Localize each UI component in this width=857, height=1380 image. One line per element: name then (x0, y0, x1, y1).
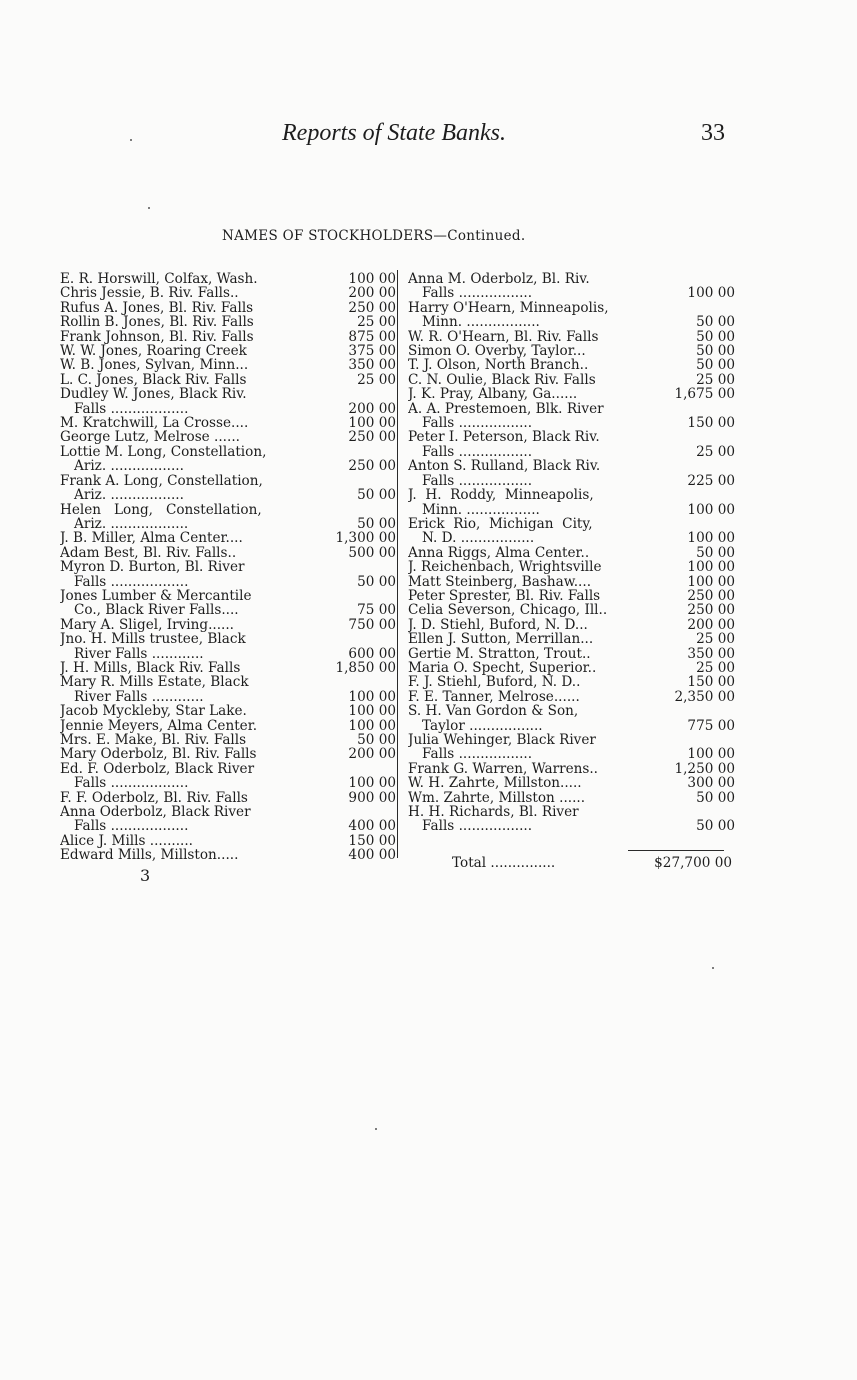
stockholder-name-line: Peter I. Peterson, Black Riv. (408, 430, 600, 446)
stock-amount: 200 00 (348, 746, 396, 763)
stock-amount: 50 00 (357, 487, 396, 504)
stockholder-entry (60, 589, 396, 618)
stockholder-entry (60, 560, 396, 589)
stockholder-name-continuation: Ariz. .................. (74, 515, 189, 532)
stock-amount: 1,675 00 (674, 386, 735, 403)
stockholder-name (60, 358, 320, 372)
stockholder-name-line: Anton S. Rulland, Black Riv. (408, 459, 601, 475)
stockholder-name-line: Erick Rio, Michigan City, (408, 516, 593, 532)
stock-amount: 75 00 (357, 602, 396, 619)
stockholder-name-line: Mary R. Mills Estate, Black (60, 675, 249, 691)
stockholder-name (60, 531, 320, 545)
print-speck (130, 139, 132, 141)
stockholder-name-line: Lottie M. Long, Constellation, (60, 444, 267, 460)
stockholder-entry (60, 834, 396, 848)
stockholder-entry (60, 733, 396, 747)
stockholder-name-continuation: Falls ................. (422, 443, 533, 460)
stockholder-entry (60, 747, 396, 761)
print-speck (712, 967, 714, 969)
stockholder-entry (400, 762, 735, 776)
stockholder-name-line: Jones Lumber & Mercantile (60, 588, 252, 604)
print-speck (148, 207, 150, 209)
stockholder-name (60, 791, 320, 805)
stockholder-name (408, 776, 631, 790)
stockholder-entry (60, 661, 396, 675)
stockholder-name (408, 402, 631, 431)
stockholder-name-continuation: Falls ................. (422, 818, 533, 834)
stockholder-entry (400, 344, 735, 358)
stockholder-entry (60, 301, 396, 315)
stockholder-name-continuation: Co., Black River Falls.... (74, 602, 239, 618)
stockholder-name-continuation: Minn. ................. (422, 314, 540, 330)
stockholder-name-line: Mary Oderbolz, Bl. Riv. Falls (60, 747, 257, 762)
stock-amount: 100 00 (348, 703, 396, 720)
running-header (0, 120, 857, 150)
stock-amount: 100 00 (687, 530, 735, 547)
stockholder-entry (60, 474, 396, 503)
stock-amount: 900 00 (348, 789, 396, 806)
stock-amount: 775 00 (687, 717, 735, 734)
stock-amount: 25 00 (696, 631, 735, 648)
stock-amount: 375 00 (348, 343, 396, 360)
stockholder-entry (60, 286, 396, 300)
stockholder-name-line: Matt Steinberg, Bashaw.... (408, 574, 592, 589)
section-heading: NAMES OF STOCKHOLDERS—Continued. (222, 228, 526, 244)
stockholder-name (60, 618, 320, 632)
stockholder-entry (400, 704, 735, 733)
stockholder-name (60, 503, 320, 532)
stockholder-entry (60, 618, 396, 632)
signature-mark: 3 (140, 866, 151, 885)
stockholder-name (408, 791, 631, 805)
stock-amount: 500 00 (348, 544, 396, 561)
stockholder-entry (400, 675, 735, 689)
stockholder-entry (400, 459, 735, 488)
stockholder-entry (60, 344, 396, 358)
stockholder-entry (400, 301, 735, 330)
stockholder-entry (400, 776, 735, 790)
stockholder-name-line: Mrs. E. Make, Bl. Riv. Falls (60, 733, 247, 748)
stockholder-entry (60, 848, 396, 862)
stock-amount: 25 00 (357, 371, 396, 388)
stockholder-name (60, 373, 320, 387)
stockholder-entry (60, 546, 396, 560)
stockholder-name (60, 661, 320, 675)
stockholder-entry (400, 647, 735, 661)
stockholder-name-line: Dudley W. Jones, Black Riv. (60, 387, 247, 403)
stockholder-name (408, 704, 631, 733)
stockholder-name (60, 315, 320, 329)
stockholder-name-line: Mary A. Sligel, Irving...... (60, 617, 235, 633)
stock-amount: 100 00 (687, 573, 735, 590)
stock-amount: 100 00 (687, 501, 735, 518)
stockholder-name (60, 546, 320, 560)
stockholder-name-line: George Lutz, Melrose ...... (60, 430, 240, 445)
stock-amount: 25 00 (357, 314, 396, 331)
stockholder-name (60, 301, 320, 315)
stockholder-name (408, 762, 631, 776)
stockholder-name-continuation: Falls .................. (74, 775, 189, 791)
stockholder-name (60, 560, 320, 589)
stockholder-entry (60, 373, 396, 387)
stockholder-name-line: Julia Wehinger, Black River (408, 733, 596, 748)
stock-amount: 25 00 (696, 371, 735, 388)
stockholder-name (408, 690, 631, 704)
stockholder-name-line: Jennie Meyers, Alma Center. (60, 718, 258, 733)
stockholder-entry (400, 517, 735, 546)
stock-amount: 1,250 00 (674, 760, 735, 777)
stockholder-name (60, 805, 320, 834)
print-speck (375, 1128, 377, 1130)
stockholder-entry (60, 503, 396, 532)
stockholder-entry (400, 733, 735, 762)
stockholder-name (60, 834, 320, 848)
stockholder-entry (400, 603, 735, 617)
stockholder-entry (400, 272, 735, 301)
stockholder-name-continuation: Minn. ................. (422, 501, 540, 517)
stock-amount: 1,300 00 (335, 530, 396, 547)
stockholder-name (60, 704, 320, 718)
stockholder-name (408, 618, 631, 632)
stockholder-name-line: Simon O. Overby, Taylor... (408, 344, 586, 359)
stock-amount: 100 00 (348, 717, 396, 734)
stockholder-entry (400, 791, 735, 805)
stock-amount: 50 00 (357, 732, 396, 748)
stock-amount: 150 00 (687, 415, 735, 432)
stockholder-name (60, 286, 320, 300)
stockholder-entry (60, 358, 396, 372)
stockholder-entry (400, 690, 735, 704)
stockholder-name-line: M. Kratchwill, La Crosse.... (60, 416, 249, 431)
stock-amount: 50 00 (696, 357, 735, 374)
stockholder-name-line: F. E. Tanner, Melrose...... (408, 689, 580, 705)
stock-amount: 50 00 (696, 314, 735, 331)
total-amount: $27,700 00 (654, 855, 732, 871)
stockholder-name-line: J. B. Miller, Alma Center.... (60, 531, 243, 546)
stockholder-name (408, 661, 631, 675)
stockholder-name (408, 459, 631, 488)
stockholder-name (408, 344, 631, 358)
stockholder-name-line: Peter Sprester, Bl. Riv. Falls (408, 588, 601, 604)
stock-amount: 350 00 (348, 357, 396, 374)
stockholder-name (60, 747, 320, 761)
stockholder-name (408, 488, 631, 517)
stockholder-entry (400, 575, 735, 589)
stock-amount: 150 00 (348, 832, 396, 849)
stockholder-name-line: Ellen J. Sutton, Merrillan... (408, 632, 594, 647)
stockholder-name (60, 675, 320, 704)
stockholder-name (408, 647, 631, 661)
stockholder-name-line: F. J. Stiehl, Buford, N. D.. (408, 675, 581, 690)
stockholder-name-line: A. A. Prestemoen, Blk. River (408, 401, 604, 417)
stock-amount: 100 00 (687, 746, 735, 763)
stockholder-name-line: L. C. Jones, Black Riv. Falls (60, 372, 247, 388)
stockholder-entry (60, 416, 396, 430)
page-running-title: Reports of State Banks. (282, 120, 506, 146)
stockholder-name-line: Helen Long, Constellation, (60, 502, 262, 518)
stock-amount: 600 00 (348, 645, 396, 662)
stockholder-name (60, 632, 320, 661)
stock-amount: 350 00 (687, 645, 735, 662)
stockholder-name-line: Anna Riggs, Alma Center.. (408, 545, 590, 561)
stockholder-name-continuation: Falls .................. (74, 400, 189, 417)
stockholder-name-continuation: Ariz. ................. (74, 458, 184, 474)
stock-amount: 250 00 (348, 458, 396, 475)
stock-amount: 100 00 (687, 559, 735, 576)
stockholder-name-line: W. W. Jones, Roaring Creek (60, 344, 247, 359)
stockholder-name (60, 719, 320, 733)
stockholder-entry (400, 589, 735, 603)
stock-amount: 50 00 (696, 343, 735, 360)
stockholder-name (408, 546, 631, 560)
stockholder-entry (60, 531, 396, 545)
stockholder-name (60, 416, 320, 430)
stockholder-name (408, 560, 631, 574)
stockholder-name-line: J. K. Pray, Albany, Ga...... (408, 387, 578, 402)
stockholder-name-line: J. H. Roddy, Minneapolis, (408, 488, 594, 504)
stockholder-name-line: Jacob Myckleby, Star Lake. (60, 704, 247, 719)
stockholder-name (408, 387, 631, 401)
stockholder-entry (60, 675, 396, 704)
stockholder-name-line: J. Reichenbach, Wrightsville (408, 560, 602, 575)
stockholder-name-line: Rufus A. Jones, Bl. Riv. Falls (60, 300, 254, 316)
stock-amount: 150 00 (687, 674, 735, 691)
stockholder-name (408, 603, 631, 617)
stock-amount: 100 00 (687, 285, 735, 302)
stockholder-entry (60, 445, 396, 474)
stockholder-name-line: Chris Jessie, B. Riv. Falls.. (60, 286, 239, 301)
stockholder-name-continuation: N. D. ................. (422, 530, 535, 546)
stockholder-entry (60, 387, 396, 416)
stockholder-name-line: F. F. Oderbolz, Bl. Riv. Falls (60, 790, 248, 806)
stockholder-name-line: J. D. Stiehl, Buford, N. D... (408, 617, 588, 633)
stock-amount: 100 00 (348, 688, 396, 705)
stockholder-entry (60, 272, 396, 286)
stock-amount: 50 00 (357, 515, 396, 532)
stockholder-name-continuation: Falls ................. (422, 746, 533, 762)
stockholder-entry (400, 632, 735, 646)
total-rule (628, 850, 724, 851)
stock-amount: 300 00 (687, 775, 735, 792)
stockholder-name (60, 387, 320, 416)
stockholder-entry (400, 805, 735, 834)
stockholder-entry (400, 488, 735, 517)
stockholder-entry (60, 719, 396, 733)
stock-amount: 50 00 (696, 789, 735, 806)
stockholder-name-continuation: Falls ................. (422, 285, 533, 301)
stock-amount: 250 00 (687, 602, 735, 619)
column-divider (397, 270, 398, 858)
stockholder-entry (400, 546, 735, 560)
stockholder-name-continuation: River Falls ............ (74, 645, 204, 661)
stock-amount: 400 00 (348, 847, 396, 864)
stockholder-entry (400, 430, 735, 459)
stockholder-entry (60, 762, 396, 791)
stockholder-name (60, 445, 320, 474)
stockholder-name-continuation: Ariz. ................. (74, 487, 184, 503)
stockholder-name-continuation: Falls .................. (74, 818, 189, 834)
stock-amount: 200 00 (348, 400, 396, 417)
stockholder-name (408, 575, 631, 589)
stock-amount: 100 00 (348, 775, 396, 792)
stockholder-name (408, 330, 631, 344)
stockholder-name-line: Edward Mills, Millston..... (60, 848, 239, 863)
stockholder-name (60, 762, 320, 791)
stockholder-name-line: Rollin B. Jones, Bl. Riv. Falls (60, 315, 254, 330)
stockholders-left-column (60, 272, 396, 863)
stockholder-name (60, 272, 320, 286)
stockholder-name-line: C. N. Oulie, Black Riv. Falls (408, 372, 596, 388)
page-number: 33 (701, 120, 725, 146)
stockholder-name-line: W. B. Jones, Sylvan, Minn... (60, 358, 249, 373)
stock-amount: 2,350 00 (674, 688, 735, 705)
stockholder-name (60, 848, 320, 862)
stockholder-name-continuation: Falls ................. (422, 415, 533, 431)
stockholder-name (408, 805, 631, 834)
stockholder-name (60, 430, 320, 444)
stockholder-name-line: Frank A. Long, Constellation, (60, 473, 263, 489)
stockholder-name-continuation: River Falls ............ (74, 688, 204, 705)
stockholder-name-line: Harry O'Hearn, Minneapolis, (408, 300, 609, 316)
stockholder-name-continuation: Falls ................. (422, 472, 533, 489)
stockholder-name-line: E. R. Horswill, Colfax, Wash. (60, 272, 258, 287)
stockholder-entry (400, 330, 735, 344)
stockholder-name (408, 675, 631, 689)
stockholder-name-continuation: Taylor ................. (422, 717, 543, 733)
stockholder-name-line: Anna M. Oderbolz, Bl. Riv. (408, 272, 590, 287)
stockholder-name-line: Adam Best, Bl. Riv. Falls.. (60, 545, 237, 561)
stockholder-name-line: Jno. H. Mills trustee, Black (60, 632, 246, 648)
stockholder-name-line: Frank G. Warren, Warrens.. (408, 761, 599, 777)
stockholder-entry (60, 791, 396, 805)
stockholder-name-line: Anna Oderbolz, Black River (60, 805, 251, 821)
stockholder-entry (400, 387, 735, 401)
stockholder-name (60, 733, 320, 747)
stock-amount: 250 00 (348, 299, 396, 316)
stock-amount: 50 00 (696, 544, 735, 561)
stockholder-entry (60, 315, 396, 329)
stock-amount: 400 00 (348, 818, 396, 835)
stockholder-entry (60, 704, 396, 718)
stockholder-entry (400, 373, 735, 387)
stockholder-name-line: H. H. Richards, Bl. River (408, 805, 579, 821)
stockholder-name (408, 358, 631, 372)
stock-amount: 50 00 (357, 573, 396, 590)
stockholder-name (408, 301, 631, 330)
stock-amount: 25 00 (696, 659, 735, 676)
stockholder-name-line: Gertie M. Stratton, Trout.. (408, 646, 591, 661)
total-row (452, 855, 732, 871)
stock-amount: 750 00 (348, 616, 396, 633)
stock-amount: 100 00 (348, 415, 396, 432)
stockholders-right-column (400, 272, 735, 834)
stock-amount: 1,850 00 (335, 659, 396, 676)
stockholder-name (408, 373, 631, 387)
stockholder-name (408, 517, 631, 546)
stockholder-name-line: Frank Johnson, Bl. Riv. Falls (60, 329, 254, 345)
stockholder-name (60, 330, 320, 344)
stockholder-name-line: J. H. Mills, Black Riv. Falls (60, 660, 241, 676)
stockholder-name (408, 733, 631, 762)
stockholder-entry (60, 805, 396, 834)
stockholder-name (408, 632, 631, 646)
stockholder-entry (60, 632, 396, 661)
stockholder-name-continuation: Falls .................. (74, 573, 189, 589)
stockholder-name-line: T. J. Olson, North Branch.. (408, 358, 589, 373)
stockholder-name (60, 589, 320, 618)
stock-amount: 50 00 (696, 328, 735, 345)
stockholder-entry (60, 430, 396, 444)
stockholder-name-line: Maria O. Specht, Superior.. (408, 660, 597, 676)
stockholder-name (60, 474, 320, 503)
stockholder-entry (400, 358, 735, 372)
stockholder-entry (400, 560, 735, 574)
stockholder-name (408, 272, 631, 301)
stock-amount: 250 00 (687, 587, 735, 604)
stockholder-entry (400, 402, 735, 431)
stockholder-name-line: W. R. O'Hearn, Bl. Riv. Falls (408, 329, 599, 345)
stock-amount: 100 00 (348, 271, 396, 287)
stock-amount: 200 00 (687, 616, 735, 633)
stock-amount: 200 00 (348, 285, 396, 302)
stockholder-name-line: Ed. F. Oderbolz, Black River (60, 761, 255, 777)
stockholder-name-line: W. H. Zahrte, Millston..... (408, 776, 582, 791)
stockholder-name (408, 589, 631, 603)
stockholder-name (60, 344, 320, 358)
stockholder-name (408, 430, 631, 459)
stockholder-entry (60, 330, 396, 344)
stock-amount: 25 00 (696, 443, 735, 460)
stockholder-entry (400, 661, 735, 675)
stock-amount: 250 00 (348, 429, 396, 446)
stockholder-name-line: Wm. Zahrte, Millston ...... (408, 790, 586, 806)
total-label: Total ............... (452, 855, 556, 871)
stock-amount: 50 00 (696, 818, 735, 835)
stock-amount: 875 00 (348, 328, 396, 345)
stockholder-name-line: Myron D. Burton, Bl. River (60, 560, 245, 576)
stockholder-name-line: Celia Severson, Chicago, Ill.. (408, 603, 608, 618)
stockholder-name-line: S. H. Van Gordon & Son, (408, 704, 579, 720)
stockholder-entry (400, 618, 735, 632)
stock-amount: 225 00 (687, 472, 735, 489)
stockholder-name-line: Alice J. Mills .......... (60, 833, 193, 849)
